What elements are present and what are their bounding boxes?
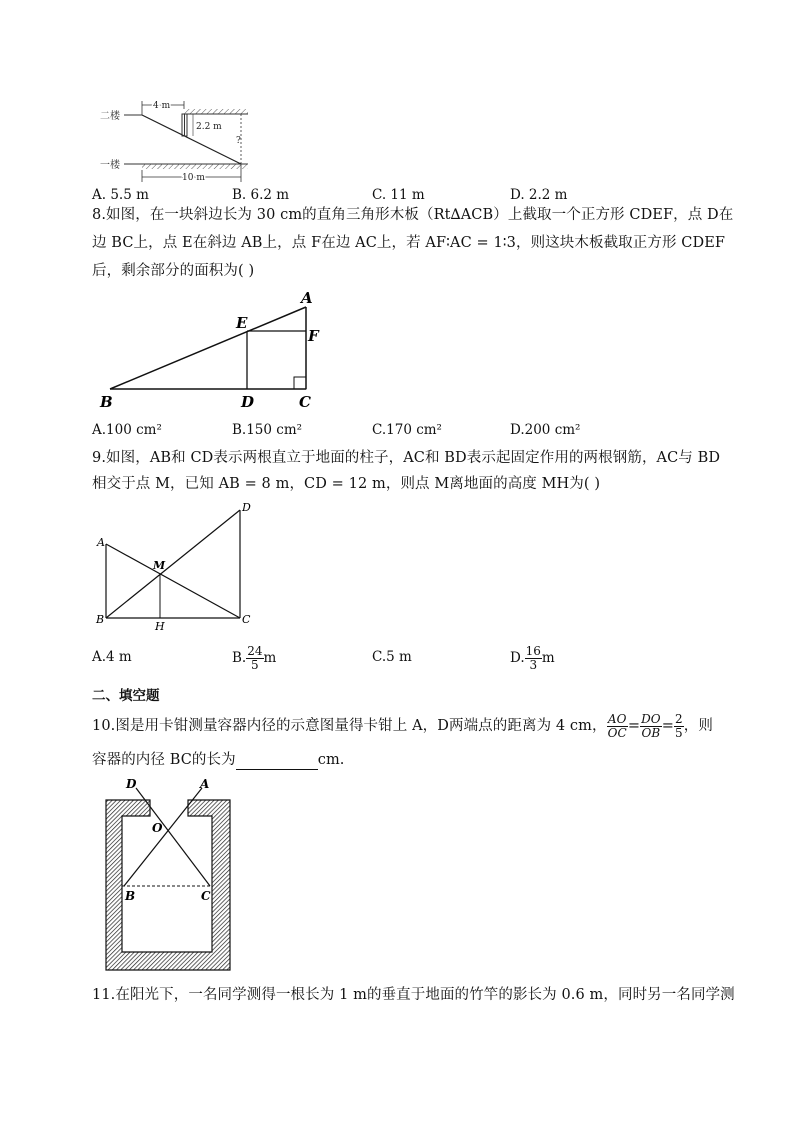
hypotenuse-ab <box>110 307 306 389</box>
fraction-numerator: AO <box>607 711 627 726</box>
q9-option-b[interactable] <box>232 638 276 678</box>
q11-text-line-1: 11.在阳光下，一名同学测得一根长为 1 m的垂直于地面的竹竿的影长为 0.6 m，同时另一名同学测 <box>92 987 735 1003</box>
q9-text-line-1: 9.如图，AB和 CD表示两根直立于地面的柱子，AC和 BD表示起固定作用的两根钢筋，AC与 BD <box>92 450 721 466</box>
label-D: D <box>241 393 255 411</box>
fraction-numerator: 16 <box>525 644 541 658</box>
label-O: O <box>152 821 163 835</box>
label-M: M <box>153 559 166 572</box>
q8-option-d[interactable]: D.200 cm² <box>510 422 581 438</box>
q9-option-d[interactable] <box>510 638 555 678</box>
q9-option-d-fraction <box>525 645 542 672</box>
q8-text-line-2: 边 BC上，点 E在斜边 AB上，点 F在边 AC上，若 AF∶AC = 1∶3，则这块木板截取正方形 CDEF <box>92 235 726 251</box>
q9-option-d-prefix: D. <box>510 650 525 666</box>
section-heading-fill-in: 二、填空题 <box>92 688 160 704</box>
q10-fraction-do-ob <box>640 713 662 740</box>
q7-option-a[interactable]: A. 5.5 m <box>92 187 149 203</box>
height-dimension-label: 2.2 m <box>196 122 222 132</box>
fraction-numerator: 2 <box>674 711 683 726</box>
bar-ac <box>106 544 240 618</box>
q10-caliper-figure <box>104 774 244 974</box>
q10-fraction-2-5 <box>674 713 684 740</box>
fraction-numerator: 24 <box>247 644 263 658</box>
top-dimension-label: 4 m <box>153 101 171 111</box>
label-B: B <box>96 613 105 626</box>
q7-option-b[interactable]: B. 6.2 m <box>232 187 290 203</box>
q10-fraction-ao-oc <box>607 713 628 740</box>
bottom-dimension-label: 10 m <box>182 173 205 183</box>
unknown-height-label: ? <box>236 136 241 146</box>
label-C: C <box>201 889 211 903</box>
label-C: C <box>242 613 251 626</box>
q7-stairs-figure <box>98 98 258 186</box>
q8-option-c[interactable]: C.170 cm² <box>372 422 442 438</box>
label-D: D <box>126 777 137 791</box>
q10-line2-post: cm. <box>317 752 345 768</box>
label-H: H <box>155 620 165 633</box>
label-B: B <box>100 393 113 411</box>
q9-option-b-fraction <box>246 645 263 672</box>
label-A: A <box>97 536 105 549</box>
fraction-denominator: 3 <box>529 658 538 672</box>
equals-sign: = <box>661 718 674 734</box>
bar-bd <box>106 510 240 618</box>
label-E: E <box>236 314 248 332</box>
slope-line <box>142 115 241 164</box>
floor2-label: 二楼 <box>100 111 120 122</box>
q7-option-c[interactable]: C. 11 m <box>372 187 425 203</box>
q10-text-pre: 10.图是用卡钳测量容器内径的示意图量得卡钳上 A，D两端点的距离为 4 cm， <box>92 718 607 734</box>
upper-floor-hatch <box>184 109 248 114</box>
q8-triangle-figure <box>96 285 336 411</box>
label-D: D <box>242 501 251 514</box>
q9-option-d-unit: m <box>541 650 555 666</box>
equals-sign: = <box>627 718 641 734</box>
right-angle-mark <box>294 377 306 389</box>
q10-line2-pre: 容器的内径 BC的长为 <box>92 752 236 768</box>
q8-option-a[interactable]: A.100 cm² <box>92 422 162 438</box>
label-A: A <box>200 777 210 791</box>
label-F: F <box>308 327 319 345</box>
q9-pillars-figure <box>94 498 264 634</box>
fraction-numerator: DO <box>641 711 661 726</box>
fraction-denominator: OB <box>641 725 661 740</box>
q9-option-a[interactable]: A.4 m <box>92 649 132 665</box>
q9-option-b-unit: m <box>263 650 277 666</box>
q9-text-line-2: 相交于点 M，已知 AB = 8 m，CD = 12 m，则点 M离地面的高度 MH为( ) <box>92 476 601 492</box>
floor1-label: 一楼 <box>100 160 120 171</box>
q8-text-line-3: 后，剩余部分的面积为( ) <box>92 263 255 279</box>
q9-option-b-prefix: B. <box>232 650 247 666</box>
label-C: C <box>299 393 311 411</box>
q10-text-line-1 <box>92 704 713 748</box>
q10-text-post: ，则 <box>683 718 713 734</box>
q8-option-b[interactable]: B.150 cm² <box>232 422 303 438</box>
fraction-denominator: OC <box>607 725 627 740</box>
fraction-denominator: 5 <box>674 725 683 740</box>
q9-option-c[interactable]: C.5 m <box>372 649 412 665</box>
fraction-denominator: 5 <box>251 658 259 672</box>
label-A: A <box>301 289 313 307</box>
q8-text-line-1: 8.如图，在一块斜边长为 30 cm的直角三角形木板（Rt∆ACB）上截取一个正方形 CDEF，点 D在 <box>92 207 734 223</box>
q10-text-line-2 <box>92 750 345 770</box>
label-B: B <box>125 889 136 903</box>
answer-blank[interactable] <box>236 755 318 770</box>
lower-floor-hatch <box>142 164 248 169</box>
q7-option-d[interactable]: D. 2.2 m <box>510 187 568 203</box>
